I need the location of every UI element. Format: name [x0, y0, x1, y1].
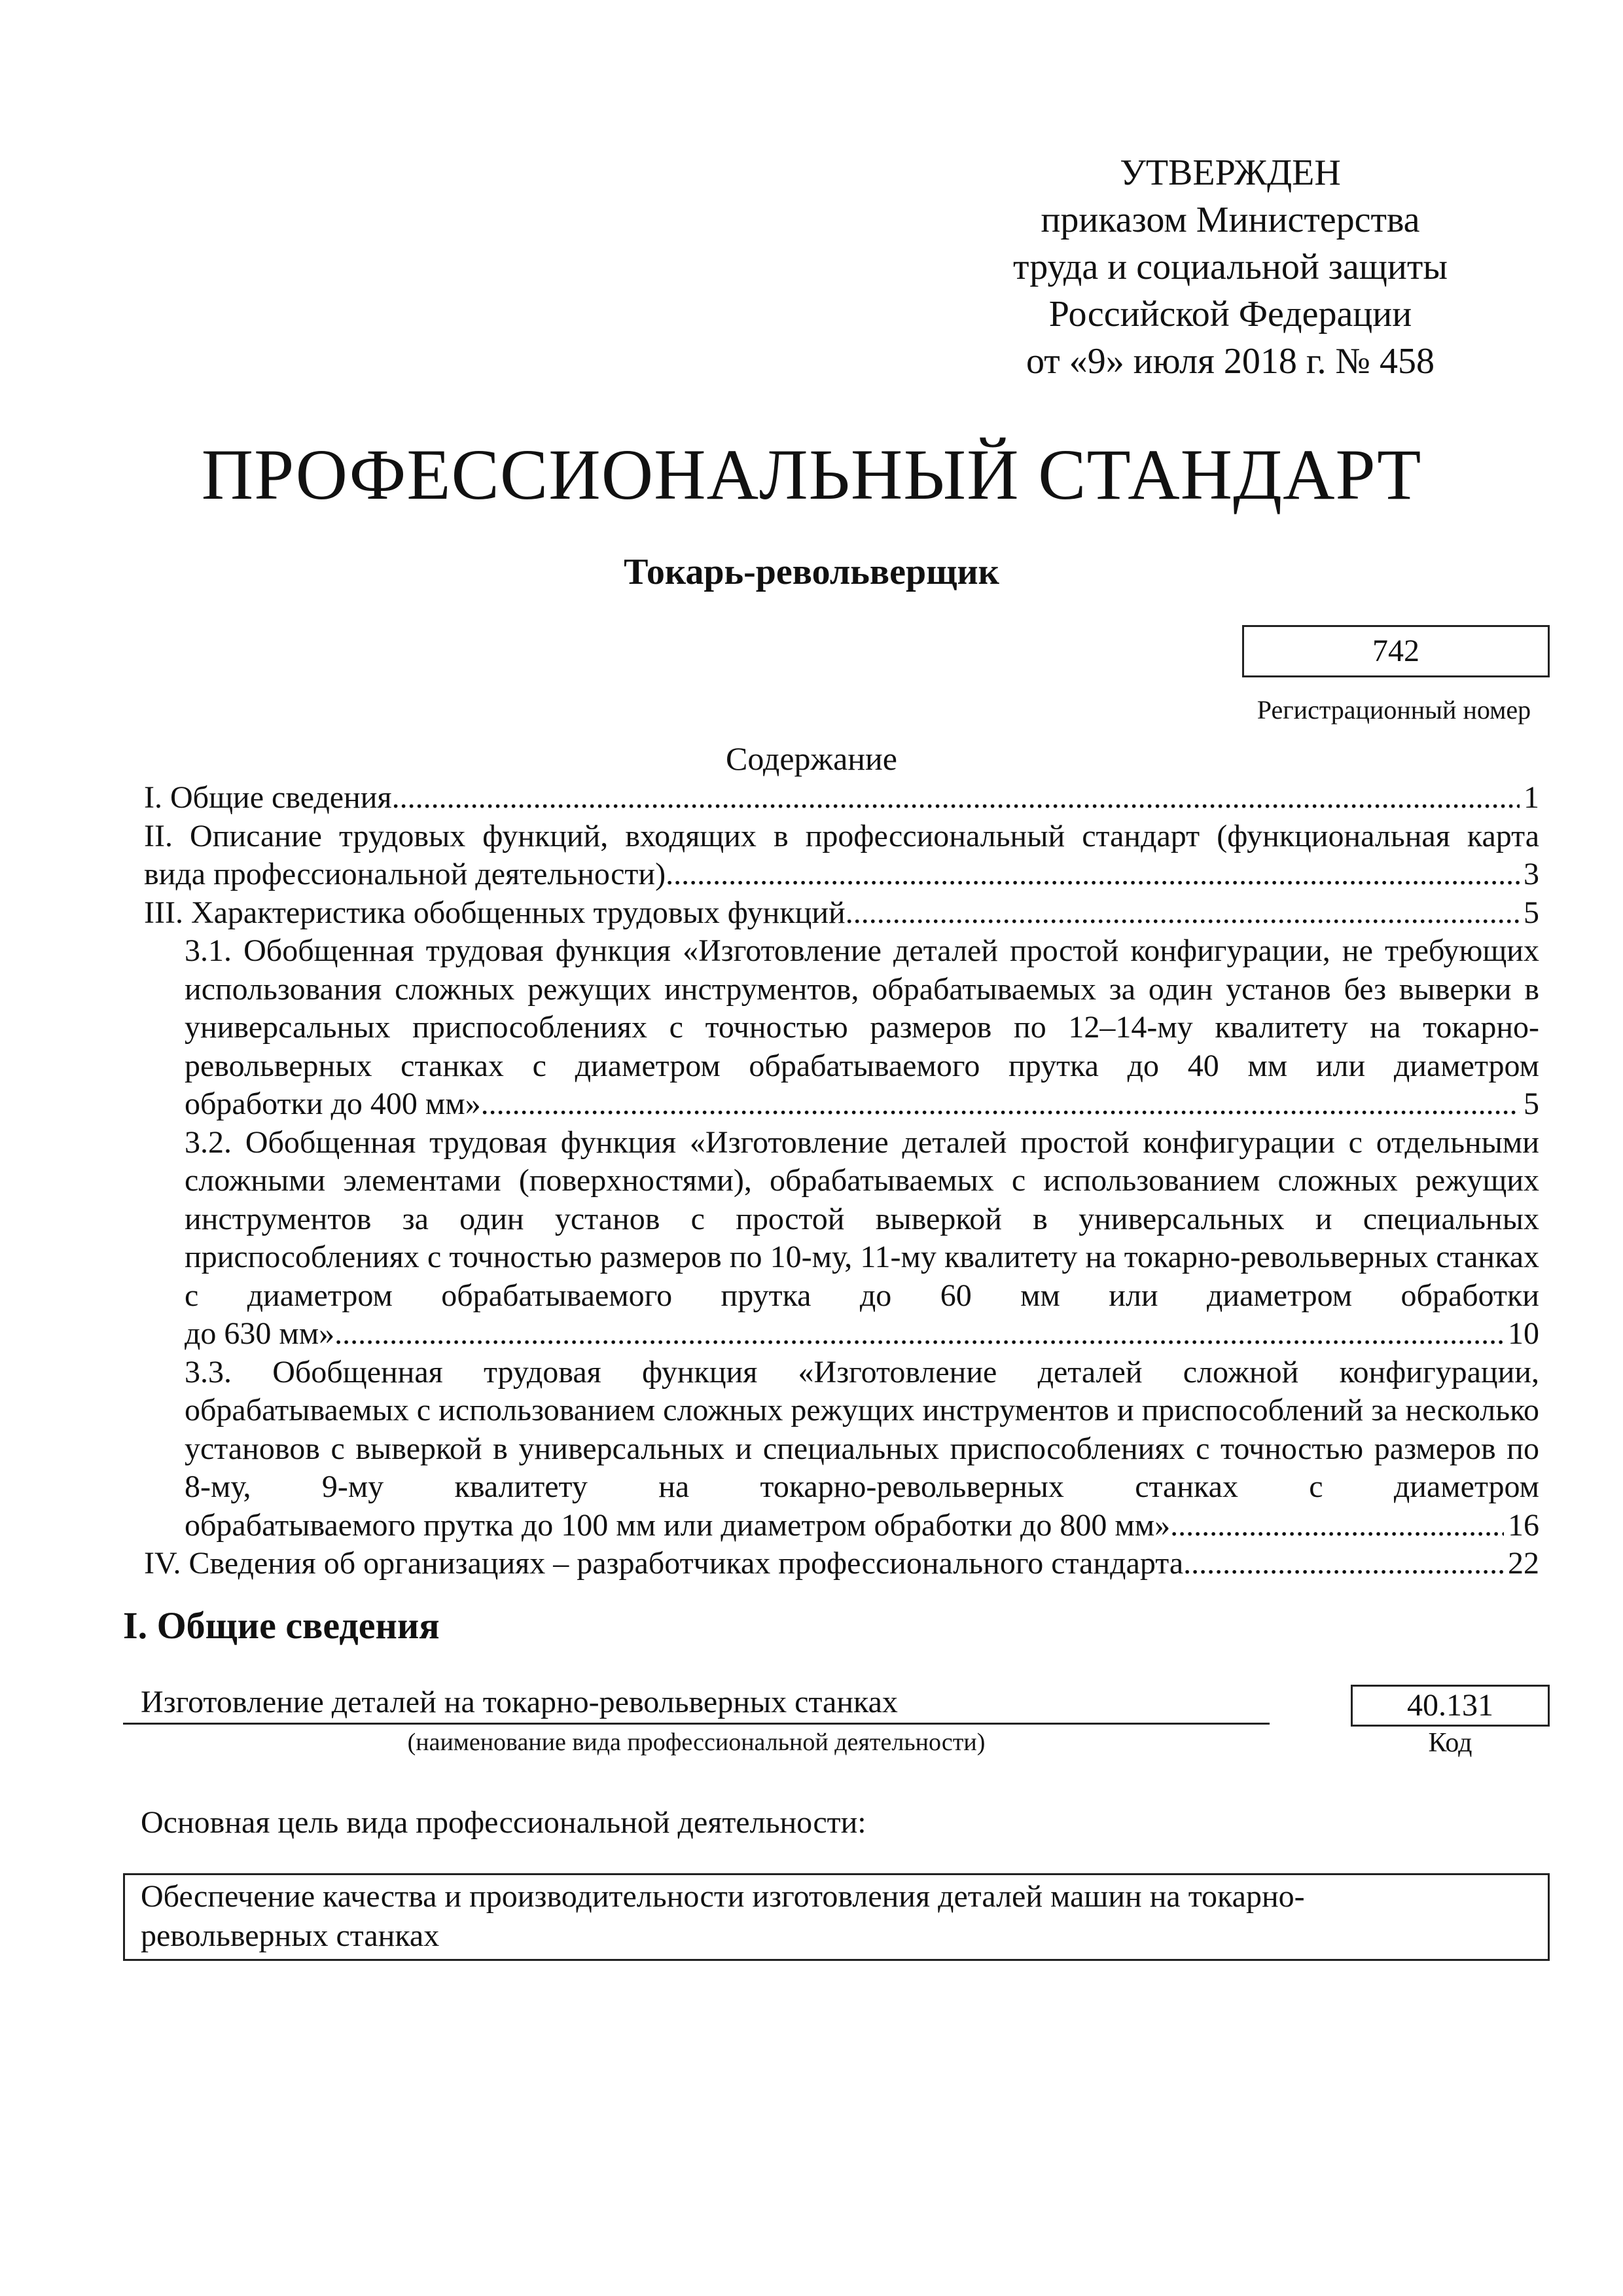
- toc-item-lead-text: 3.1. Обобщенная трудовая функция «Изготовление деталей простой конфигурации, не требующих использования сложных режущих инструментов, обрабатываемых за один установ без выверки в универсальных приспособлениях с точностью размеров по 12–14-му квалитету на токарно-револьверных станках с диаметром обрабатываемого прутка до 40 мм или диаметром: [185, 933, 1539, 1083]
- approval-line-1: УТВЕРЖДЕН: [1120, 152, 1341, 193]
- document-subtitle: Токарь-револьверщик: [624, 552, 999, 592]
- toc-item-text: обработки до 400 мм»: [185, 1086, 481, 1121]
- toc-item-text: обрабатываемого прутка до 100 мм или диаметром обработки до 800 мм»: [185, 1507, 1171, 1543]
- registration-number-caption: Регистрационный номер: [1257, 695, 1531, 725]
- toc-leader-dots: [1183, 1545, 1504, 1583]
- section-heading: I. Общие сведения: [123, 1604, 440, 1647]
- activity-caption: (наименование вида профессиональной деятельности): [407, 1729, 986, 1756]
- activity-name: Изготовление деталей на токарно-револьверных станках: [141, 1685, 898, 1719]
- approval-block: [903, 149, 1558, 385]
- toc-item-text: I. Общие сведения: [144, 780, 392, 815]
- toc-page-number: 3: [1524, 857, 1539, 891]
- registration-number-box: 742: [1242, 625, 1550, 677]
- toc-item-lead-text: 3.3. Обобщенная трудовая функция «Изготовление деталей сложной конфигурации, обрабатываемых с использованием сложных режущих инструментов и приспособлений за несколько установов с выверкой в универсальных и специальных приспособлениях с точностью размеров по 8-му, 9-му квалитету на токарно-револьверных станках с диаметром: [185, 1354, 1539, 1504]
- toc-page-number: 5: [1524, 895, 1539, 930]
- toc-item-text: вида профессиональной деятельности): [144, 857, 666, 891]
- activity-code-box: 40.131: [1351, 1685, 1550, 1727]
- toc-leader-dots: [666, 855, 1520, 894]
- toc-item-4[interactable]: [144, 1545, 1539, 1583]
- toc-leader-dots: [1170, 1507, 1504, 1545]
- toc-heading: Содержание: [726, 740, 897, 777]
- toc-page-number: 5: [1524, 1086, 1539, 1121]
- toc-item-1[interactable]: [144, 779, 1539, 817]
- toc-page-number: 16: [1508, 1507, 1539, 1543]
- toc-page-number: 1: [1524, 780, 1539, 815]
- activity-underline: [123, 1723, 1270, 1725]
- toc-item-3-1[interactable]: [144, 932, 1539, 1124]
- toc-item-2[interactable]: [144, 817, 1539, 894]
- toc-leader-dots: [481, 1085, 1520, 1124]
- approval-line-3: труда и социальной защиты: [1013, 247, 1448, 287]
- goal-box: [123, 1873, 1550, 1961]
- toc-page-number: 10: [1508, 1316, 1539, 1351]
- approval-line-4: Российской Федерации: [1048, 294, 1412, 334]
- approval-line-5: от «9» июля 2018 г. № 458: [1026, 341, 1435, 382]
- toc-item-lead-text: II. Описание трудовых функций, входящих в профессиональный стандарт (функциональная карта: [144, 818, 1539, 853]
- toc-leader-dots: [846, 894, 1520, 933]
- activity-code-caption: Код: [1428, 1728, 1472, 1758]
- toc-leader-dots: [392, 779, 1520, 817]
- toc-item-text: до 630 мм»: [185, 1316, 335, 1351]
- toc-item-3-3[interactable]: [144, 1354, 1539, 1545]
- toc-item-text: IV. Сведения об организациях – разработчиках профессионального стандарта: [144, 1546, 1184, 1581]
- goal-text-line-1: Обеспечение качества и производительности изготовления деталей машин на токарно-: [141, 1879, 1305, 1914]
- toc-item-lead-text: 3.2. Обобщенная трудовая функция «Изготовление деталей простой конфигурации с отдельными сложными элементами (поверхностями), обрабатываемых с использованием сложных режущих инструментов за один установ с простой выверкой в универсальных и специальных приспособлениях с точностью размеров по 10-му, 11-му квалитету на токарно-револьверных станках с диаметром обрабатываемого прутка до 60 мм или диаметром обработки: [185, 1124, 1539, 1313]
- goal-label: Основная цель вида профессиональной деятельности:: [141, 1805, 866, 1840]
- toc-item-3-2[interactable]: [144, 1124, 1539, 1354]
- goal-text-line-2: револьверных станках: [141, 1918, 440, 1953]
- document-title: ПРОФЕССИОНАЛЬНЫЙ СТАНДАРТ: [201, 435, 1422, 514]
- toc-page-number: 22: [1508, 1546, 1539, 1581]
- toc-item-3[interactable]: [144, 894, 1539, 933]
- toc-item-text: III. Характеристика обобщенных трудовых функций: [144, 895, 846, 930]
- table-of-contents: [144, 779, 1539, 1583]
- approval-line-2: приказом Министерства: [1041, 200, 1420, 240]
- toc-leader-dots: [334, 1315, 1504, 1354]
